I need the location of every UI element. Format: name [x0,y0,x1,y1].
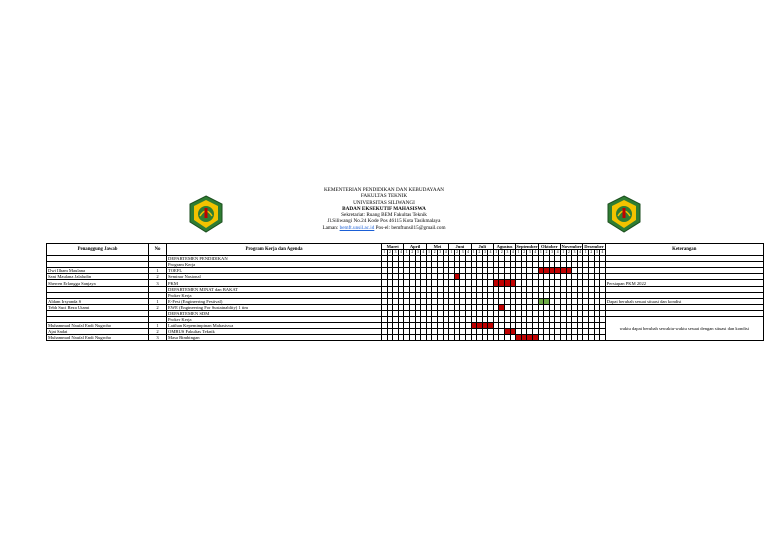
week-number: 2 [523,250,526,255]
week-number: 3 [394,250,397,255]
week-number: 3 [416,250,419,255]
week-number: 4 [556,250,559,255]
pj-name: Tebh Suci Reza Utami [47,304,149,310]
pj-name: Muhammad Naufal Endi Nugroho [47,335,149,341]
week-number: 4 [601,250,604,255]
row-number: 1 [149,323,167,329]
month-header: Agustus [493,244,515,250]
week-number: 4 [467,250,470,255]
section-title: DEPARTEMEN SDM [167,310,382,316]
note-cell: waktu dapat berubah sewaktu-waktu sesuai dengan situasi dan kondisi [605,317,763,341]
pj-name: Sherren Erlangga Sanjaya [47,280,149,286]
section-subtitle: Program Kerja [167,262,382,268]
week-number: 3 [573,250,576,255]
header-keterangan: Keterangan [605,244,763,256]
week-number: 4 [422,250,425,255]
letterhead [284,187,484,231]
pj-name: Sani Maulana Jalaludin [47,274,149,280]
university-name: UNIVERSITAS SILIWANGI [353,199,415,206]
week-number: 3 [528,250,531,255]
contact-line [284,225,484,231]
header-program: Program Kerja dan Agenda [167,244,382,256]
program-name: Masa Bimbingan [167,335,382,341]
university-logo-left [186,194,226,234]
pj-name: Muhammad Naufal Endi Nugroho [47,323,149,329]
week-number: 1 [584,250,587,255]
header-no: No [149,244,167,256]
week-number: 2 [388,250,391,255]
secretariat-line: Sekretariat: Ruang BEM Fakultas Teknik [341,212,427,219]
program-name: Seminar Nasional [167,274,382,280]
row-number: 3 [149,280,167,286]
week-number: 2 [545,250,548,255]
week-number: 2 [433,250,436,255]
week-number: 4 [444,250,447,255]
week-number: 1 [450,250,453,255]
email-address: bemftunsil15@gmail.com [391,224,446,231]
website-link[interactable]: bemft.unsil.ac.id [339,224,375,231]
row-number: 2 [149,329,167,335]
week-number: 3 [461,250,464,255]
month-header: Maret [382,244,404,250]
week-number: 2 [567,250,570,255]
week-number: 1 [405,250,408,255]
month-header: Juli [471,244,493,250]
week-number: 3 [439,250,442,255]
laman-label: Laman: [322,224,339,231]
week-number: 1 [428,250,430,255]
week-number: 3 [506,250,509,255]
week-number: 2 [500,250,503,255]
organization-name: BADAN EKSEKUTIF MAHASISWA [342,205,426,212]
week-number: 4 [534,250,537,255]
month-header: Juni [449,244,471,250]
pos-label: Pos-el: [375,224,391,231]
program-name: E-Fest (Engineering Festival) [167,298,382,304]
row-number: 2 [149,274,167,280]
row-number: 3 [149,335,167,341]
row-number: 2 [149,304,167,310]
week-number: 1 [383,250,386,255]
section-subtitle: Proker Kerja [167,292,382,298]
week-number: 4 [489,250,492,255]
section-title: DEPARTEMEN MINAT dan BAKAT [167,286,382,292]
month-header: Oktober [538,244,560,250]
week-number: 1 [472,250,475,255]
header-penanggung-jawab: Penanggung Jawab [47,244,149,256]
week-number: 3 [595,250,598,255]
pj-name: Dwi Ilham Maulana [47,268,149,274]
ministry-name: KEMENTERIAN PENDIDIKAN DAN KEBUDAYAAN [323,187,445,193]
pj-name: Aldam Irsyanda S [47,298,149,304]
address-line: Jl.Siliwangi No.24 Kode Pos 46115 Kota Tasikmalaya [327,218,441,225]
week-number: 4 [512,250,514,255]
week-number: 1 [540,250,542,255]
program-name: Latihan Kepemimpinan Mahasiswa [167,323,382,329]
agenda-table [46,243,764,341]
note-cell: Persiapan PKM 2022 [605,280,763,286]
week-number: 1 [562,250,565,255]
week-cell [600,335,606,341]
week-number: 2 [478,250,481,255]
week-number: 3 [484,250,486,255]
program-name: TOEFL [167,268,382,274]
week-number: 2 [590,250,593,255]
row-number: 1 [149,298,167,304]
month-header: Mei [426,244,448,250]
program-name: EWE (Engineering For Sustainablity) 1 tim [167,304,382,310]
month-header: April [404,244,426,250]
week-number: 2 [456,250,458,255]
row-number: 1 [149,268,167,274]
pj-name: Ajat Sadat [47,329,149,335]
university-logo-right [604,194,644,234]
month-header: Desember [584,244,604,250]
week-number: 1 [517,250,520,255]
program-name: PKM [167,280,382,286]
week-number: 2 [411,250,414,255]
section-title: DEPARTEMEN PENDIDIKAN [167,256,382,262]
section-subtitle: Proker Kerja [167,317,382,323]
program-name: OMBUS Fakultas Teknik [167,329,382,335]
week-number: 4 [579,250,581,255]
week-number: 3 [551,250,553,255]
faculty-name: FAKULTAS TEKNIK [360,193,408,200]
month-header: September [516,244,538,250]
month-header: November [561,244,582,250]
week-number: 4 [400,250,402,255]
note-cell: Dapat berubah sesuai situasi dan kondisi [605,298,763,304]
week-number: 1 [495,250,498,255]
